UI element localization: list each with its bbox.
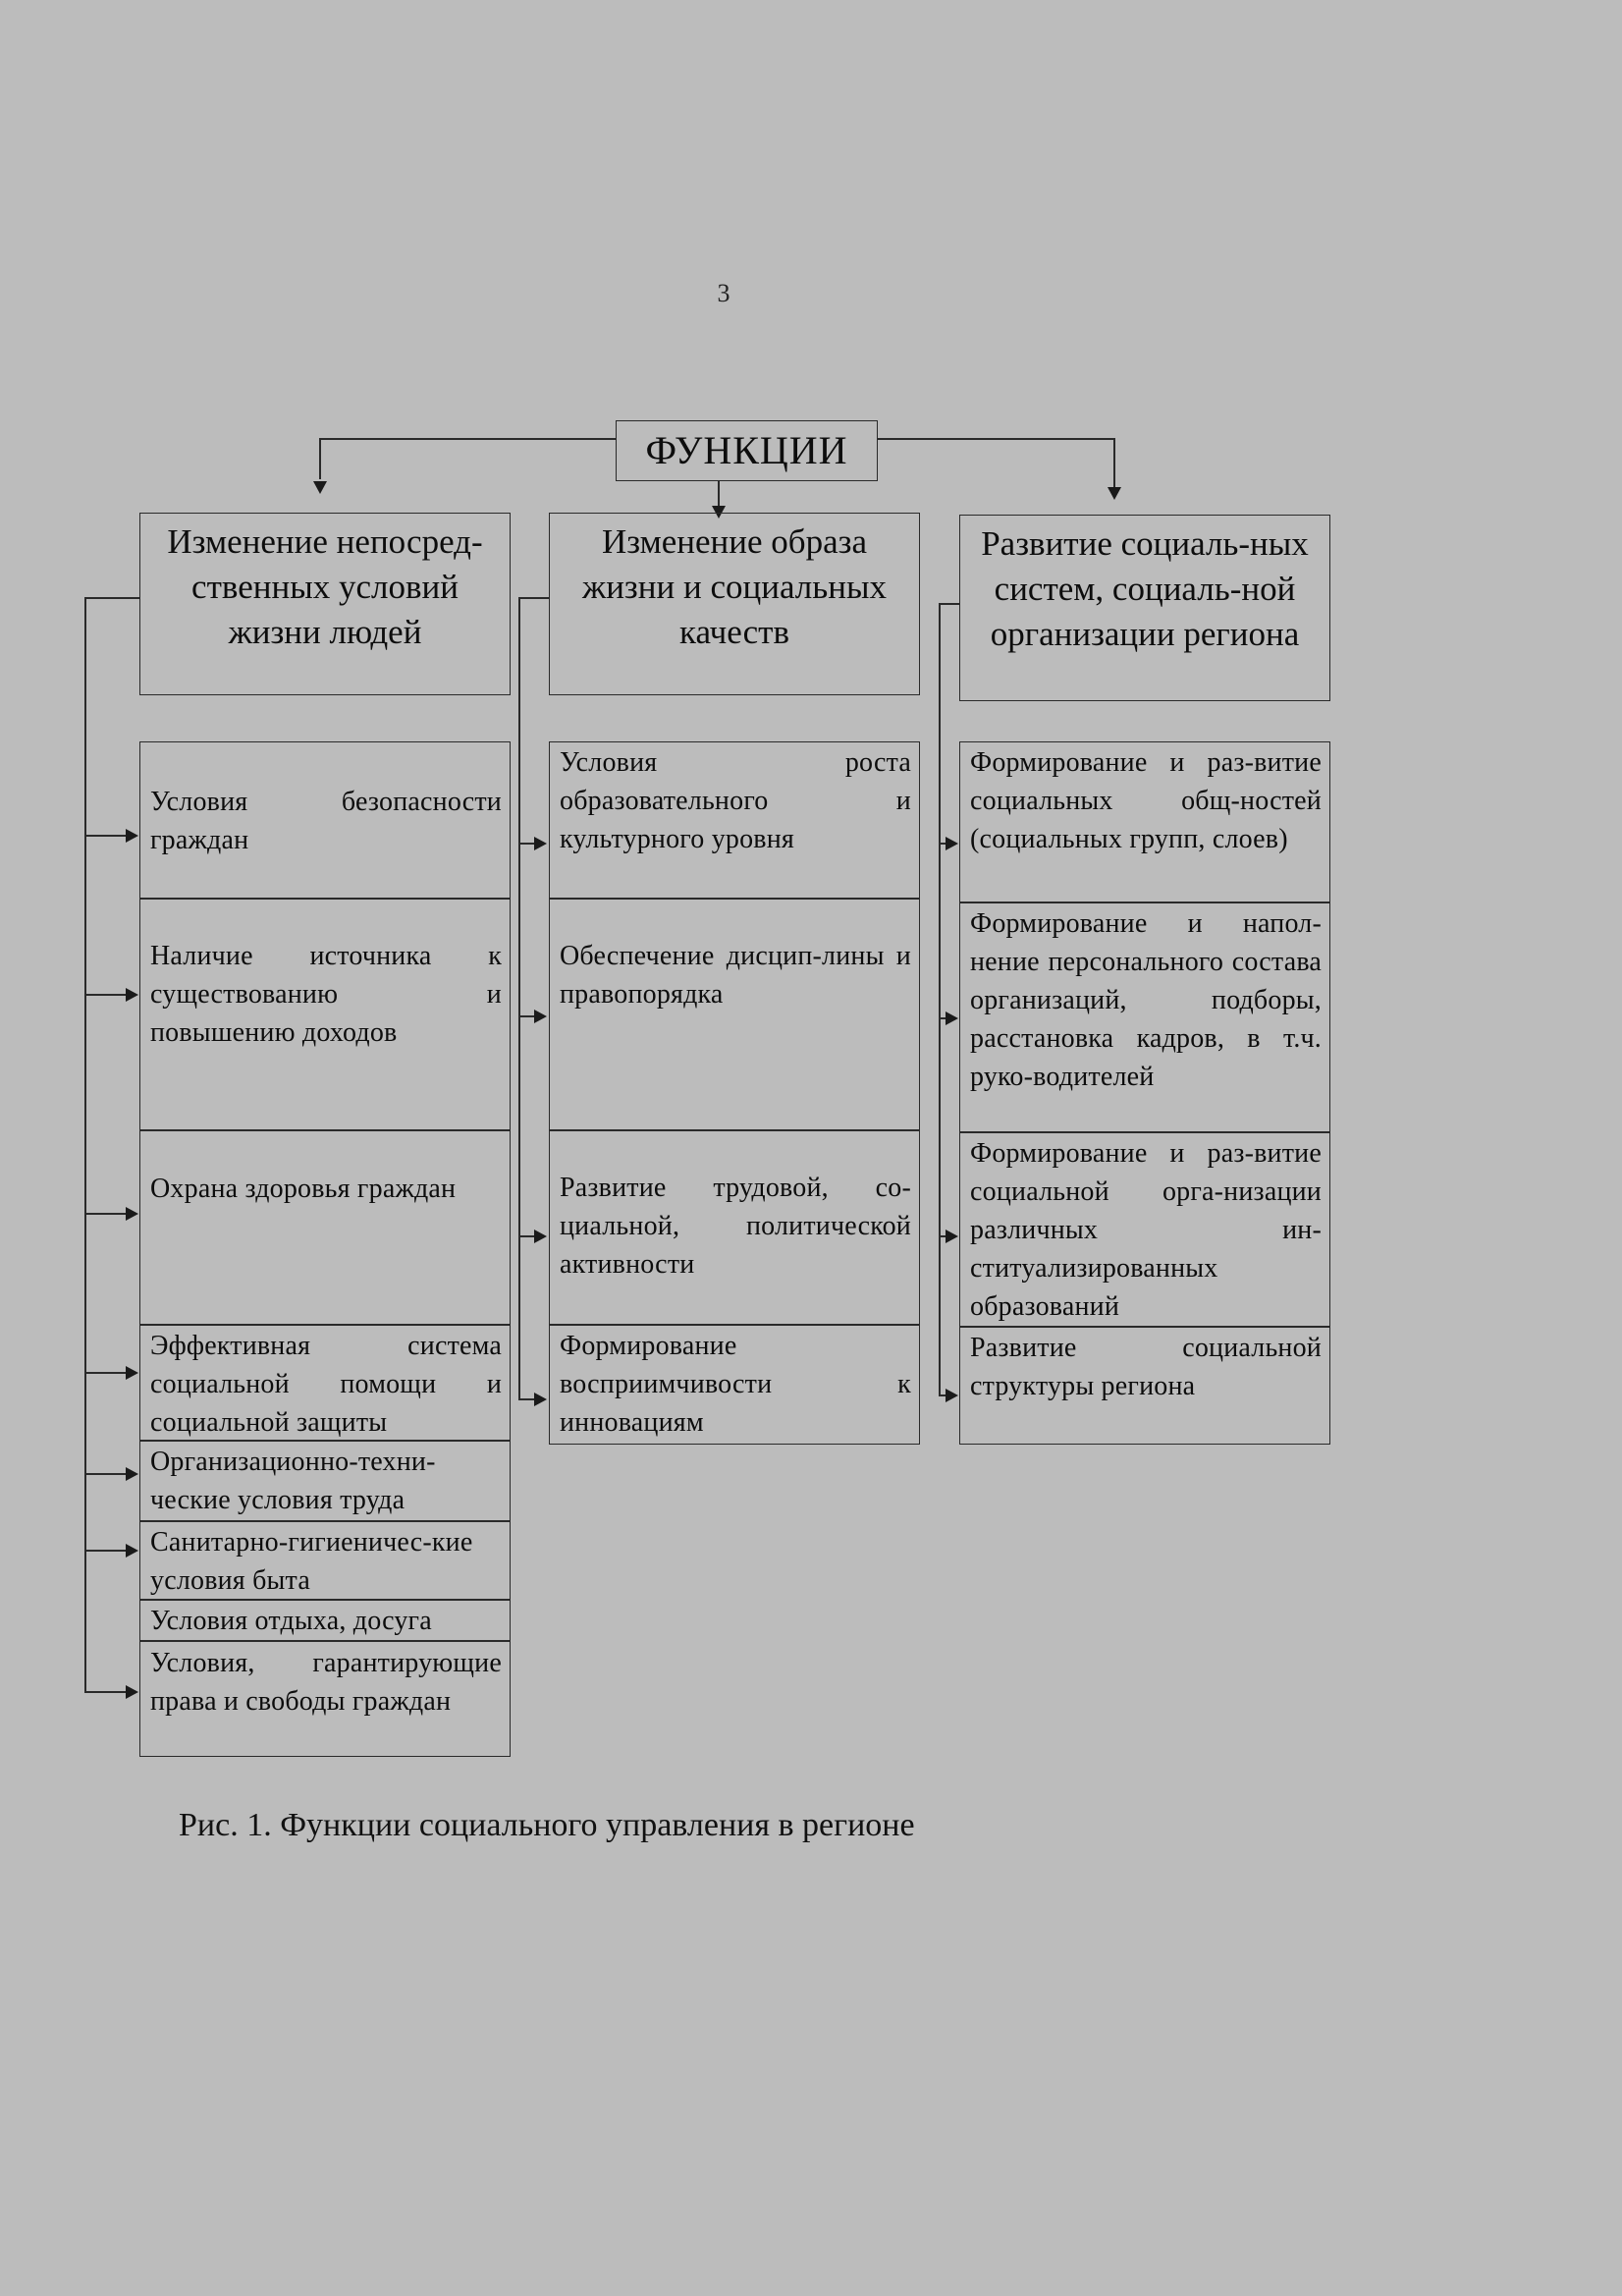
arrow-right-icon <box>946 837 958 850</box>
figure-caption: Рис. 1. Функции социального управления в регионе <box>179 1807 915 1843</box>
item-income-source: Наличие источника к существованию и повышению доходов <box>139 899 511 1130</box>
item-leisure-conditions: Условия отдыха, досуга <box>139 1600 511 1641</box>
item-education-growth: Условия роста образовательного и культурного уровня <box>549 741 920 899</box>
arrow-right-icon <box>946 1230 958 1243</box>
connector <box>84 597 86 1693</box>
root-node-functions: ФУНКЦИИ <box>616 420 878 481</box>
arrow-right-icon <box>946 1389 958 1402</box>
arrow-right-icon <box>126 1544 138 1558</box>
item-rights-guarantee: Условия, гарантирующие права и свободы граждан <box>139 1641 511 1757</box>
connector <box>84 835 126 837</box>
column-header-living-conditions: Изменение непосред-ственных условий жизни людей <box>139 513 511 695</box>
item-activity-development: Развитие трудовой, со-циальной, политической активности <box>549 1130 920 1325</box>
column-header-social-systems: Развитие социаль-ных систем, социаль-ной организации региона <box>959 515 1330 701</box>
connector <box>84 1550 126 1552</box>
arrow-right-icon <box>126 829 138 843</box>
item-social-assistance: Эффективная система социальной помощи и социальной защиты <box>139 1325 511 1441</box>
connector <box>84 1213 126 1215</box>
item-labor-conditions: Организационно-техни-ческие условия труда <box>139 1441 511 1521</box>
connector <box>939 603 959 605</box>
connector <box>84 1372 126 1374</box>
connector <box>518 597 520 1400</box>
arrow-right-icon <box>534 1230 547 1243</box>
item-personnel-formation: Формирование и напол-нение персонального состава организаций, подборы, расстановка кадров, в т.ч. руко-водителей <box>959 902 1330 1132</box>
arrow-right-icon <box>534 1010 547 1023</box>
arrow-right-icon <box>126 988 138 1002</box>
arrow-right-icon <box>126 1366 138 1380</box>
arrow-right-icon <box>534 1393 547 1406</box>
column-header-lifestyle: Изменение образа жизни и социальных качеств <box>549 513 920 695</box>
connector <box>84 994 126 996</box>
connector <box>1113 438 1115 487</box>
connector <box>319 438 321 479</box>
connector <box>939 603 941 1396</box>
connector <box>84 1691 126 1693</box>
arrow-right-icon <box>946 1011 958 1025</box>
item-communities-formation: Формирование и раз-витие социальных общ-ностей (социальных групп, слоев) <box>959 741 1330 902</box>
connector <box>878 438 1113 440</box>
item-organization-development: Формирование и раз-витие социальной орга-низации различных ин-ституализированных образований <box>959 1132 1330 1327</box>
item-discipline: Обеспечение дисцип-лины и правопорядка <box>549 899 920 1130</box>
arrow-right-icon <box>126 1685 138 1699</box>
arrow-down-icon <box>313 481 327 494</box>
page-number: 3 <box>717 279 730 307</box>
connector <box>84 597 139 599</box>
arrow-right-icon <box>126 1207 138 1221</box>
arrow-right-icon <box>534 837 547 850</box>
connector <box>319 438 616 440</box>
connector <box>84 1473 126 1475</box>
item-health-protection: Охрана здоровья граждан <box>139 1130 511 1325</box>
arrow-right-icon <box>126 1467 138 1481</box>
arrow-down-icon <box>1108 487 1121 500</box>
item-sanitary-conditions: Санитарно-гигиеничес-кие условия быта <box>139 1521 511 1600</box>
item-citizen-safety: Условия безопасности граждан <box>139 741 511 899</box>
item-innovation-receptivity: Формирование восприимчивости к инновациям <box>549 1325 920 1445</box>
item-social-structure: Развитие социальной структуры региона <box>959 1327 1330 1445</box>
connector <box>518 597 549 599</box>
